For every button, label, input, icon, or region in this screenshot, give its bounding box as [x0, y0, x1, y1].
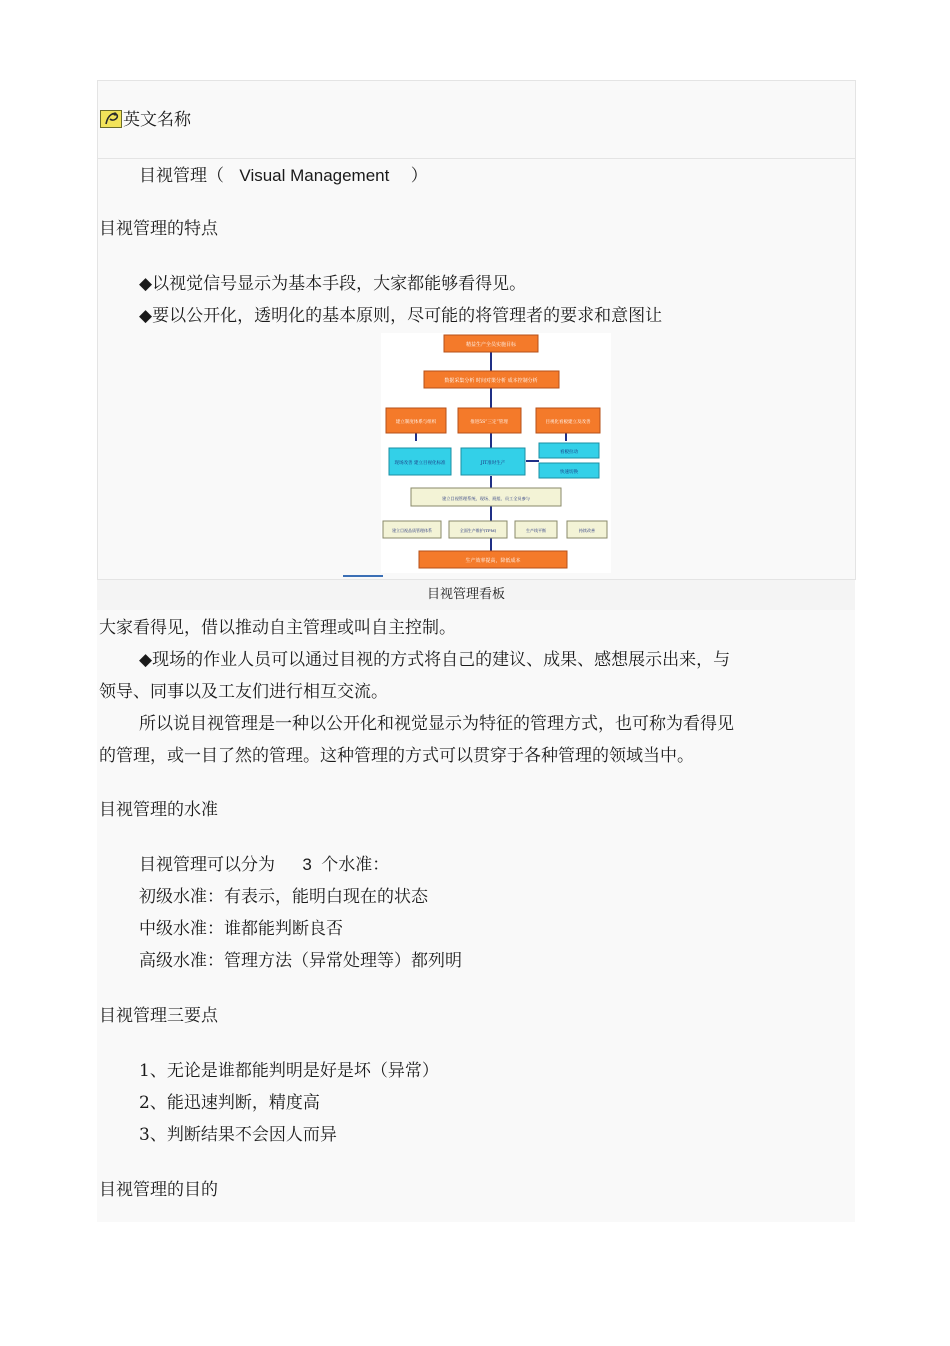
flow-box-board-label: 目视化看板建立及改善 — [545, 420, 591, 425]
level-3: 高级水准：管理方法（异常处理等）都列明 — [139, 951, 462, 971]
table-border-top — [97, 80, 855, 81]
english-name-latin: Visual Management — [239, 166, 390, 185]
heading-levels: 目视管理的水准 — [99, 800, 218, 820]
english-name-line — [139, 165, 428, 187]
flow-box-goal-label: 精益生产全员实施目标 — [465, 342, 517, 348]
levels-intro-b: 个水准： — [321, 855, 390, 875]
point-1: 1、无论是谁都能判明是好是坏（异常） — [139, 1061, 439, 1081]
table-border-mid — [97, 158, 855, 159]
header-cell — [97, 81, 855, 159]
flow-box-quality-label: 建立目视品质管理体系 — [392, 528, 432, 533]
level-2: 中级水准：谁都能判断良否 — [139, 919, 343, 939]
feature-bullet-1: ◆以视觉信号显示为基本手段，大家都能够看得见。 — [139, 274, 527, 294]
level-1: 初级水准：有表示，能明白现在的状态 — [139, 887, 428, 907]
summary-paragraph-line-1: 所以说目视管理是一种以公开化和视觉显示为特征的管理方式，也可称为看得见 — [139, 714, 734, 734]
flow-box-5s-label: 推进5S“三定”管理 — [470, 420, 508, 425]
levels-intro-number: 3 — [302, 855, 312, 874]
flow-box-standard-label: 现场改善 建立目视化标准 — [394, 461, 446, 466]
english-name-suffix: ） — [410, 166, 428, 186]
process-flow-diagram — [381, 333, 611, 573]
flow-box-kanban-label: 看板拉动 — [560, 450, 578, 455]
flow-box-participation-label: 建立目视管理系统，现场、班组、员工全员参与 — [442, 496, 530, 501]
levels-intro — [139, 854, 389, 876]
flow-box-analysis-label: 数据采集分析 时间对策分析 成本控制分析 — [444, 378, 538, 384]
figure-caption: 目视管理看板 — [427, 587, 506, 602]
point-2: 2、能迅速判断，精度高 — [139, 1093, 320, 1113]
flow-box-result-label: 生产效率提高，降低成本 — [465, 558, 521, 564]
heading-points: 目视管理三要点 — [99, 1006, 218, 1026]
english-name-prefix: 目视管理（ — [139, 166, 224, 186]
heading-features: 目视管理的特点 — [99, 219, 218, 239]
flow-box-system-label: 建立制度体系与组织 — [395, 420, 437, 425]
flow-box-changeover-label: 快速切换 — [560, 470, 578, 475]
field-paragraph-line-2: 领导、同事以及工友们进行相互交流。 — [99, 682, 388, 702]
flow-box-tpm-label: 全面生产维护(TPM) — [459, 528, 497, 533]
table-border-left — [97, 80, 98, 580]
flow-box-kaizen-label: 持续改善 — [579, 528, 595, 533]
header-title: 英文名称 — [123, 110, 191, 130]
feature-bullet-2: ◆要以公开化，透明化的基本原则，尽可能的将管理者的要求和意图让 — [139, 306, 663, 326]
heading-purpose: 目视管理的目的 — [99, 1180, 218, 1200]
field-paragraph-line-1: ◆现场的作业人员可以通过目视的方式将自己的建议、成果、感想展示出来，与 — [139, 650, 731, 670]
flow-box-jit-label: JIT准时生产 — [480, 461, 506, 466]
memo-icon — [100, 110, 122, 128]
table-border-right — [855, 80, 856, 580]
levels-intro-a: 目视管理可以分为 — [139, 855, 275, 875]
point-3: 3、判断结果不会因人而异 — [139, 1125, 337, 1145]
summary-paragraph-line-2: 的管理，或一目了然的管理。这种管理的方式可以贯穿于各种管理的领域当中。 — [99, 746, 694, 766]
image-link-underline — [343, 575, 383, 577]
flow-box-balance-label: 生产线平衡 — [526, 528, 546, 533]
continuation-text: 大家看得见，借以推动自主管理或叫自主控制。 — [99, 618, 456, 638]
